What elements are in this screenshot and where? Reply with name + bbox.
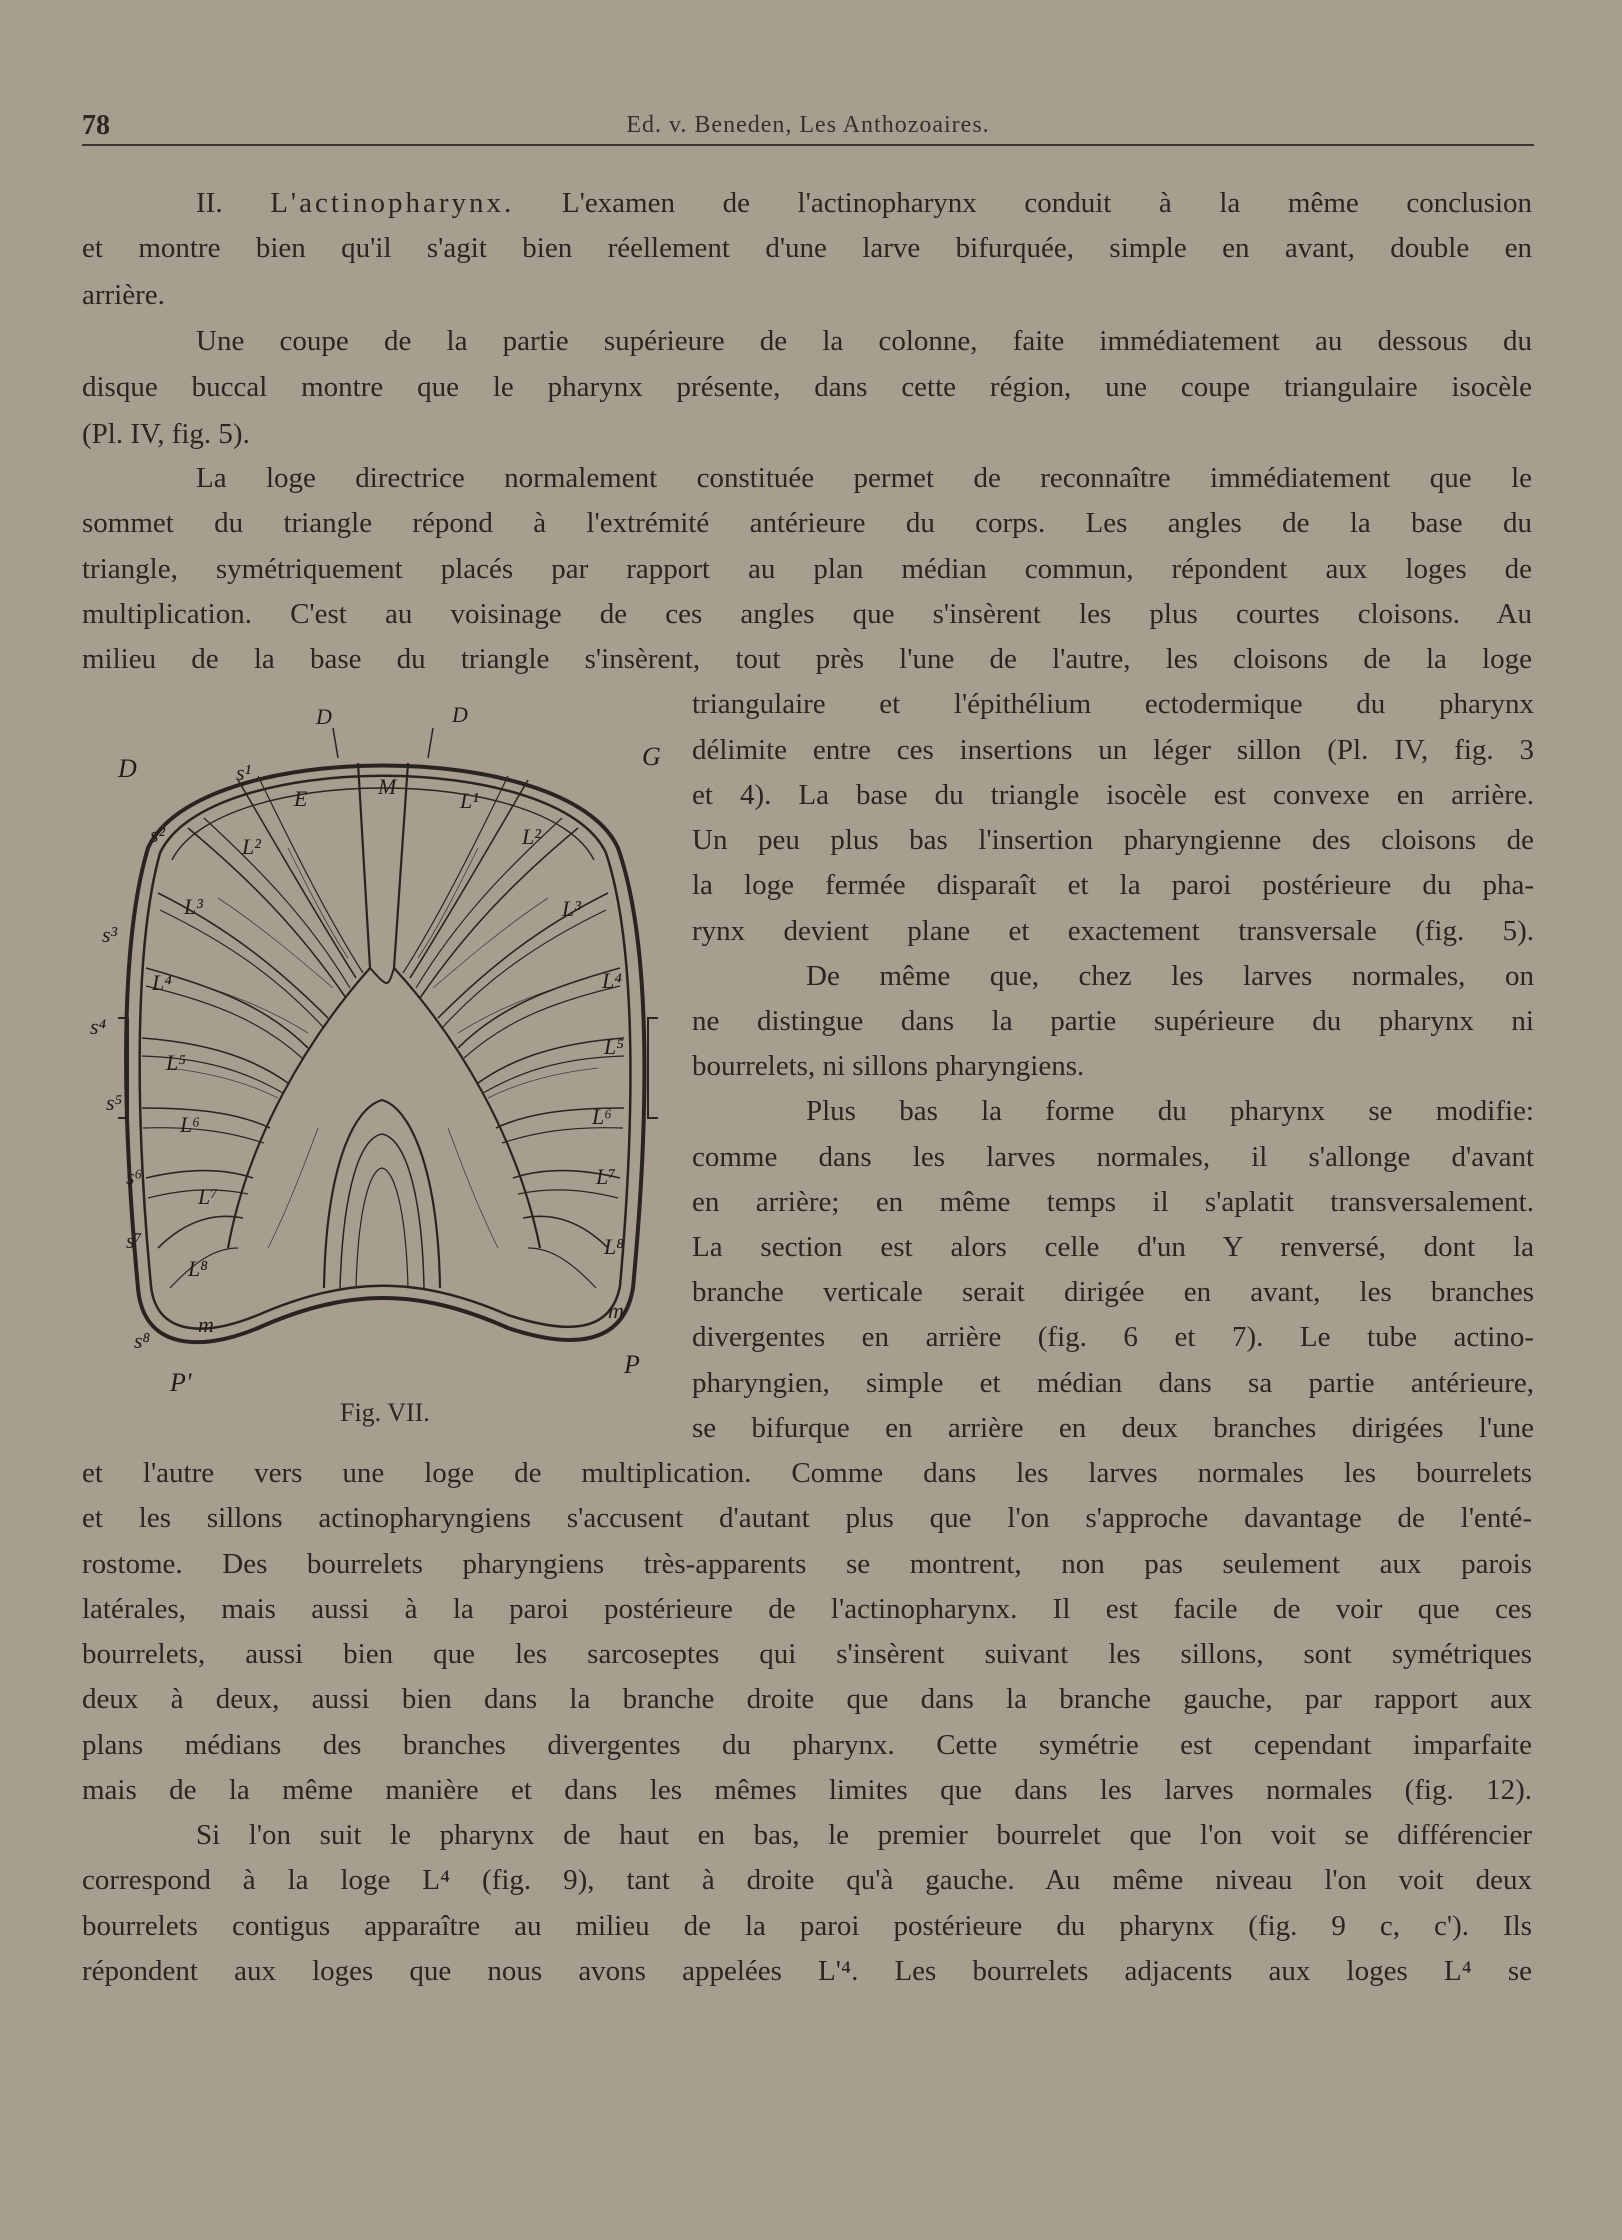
- text-line: II. L'actinopharynx. L'examen de l'actinopharynx conduit à la même conclusion: [196, 187, 1533, 219]
- label-right-L4: L⁴: [602, 968, 622, 993]
- label-left-L6: L⁶: [180, 1112, 200, 1137]
- text-line: milieu de la base du triangle s'insèrent, tout près l'une de l'autre, les cloisons de la loge: [82, 643, 1532, 675]
- label-left-m: m: [198, 1312, 214, 1337]
- text-line: La section est alors celle d'un Y renversé, dont la: [692, 1231, 1534, 1263]
- label-right-L8: L⁸: [604, 1234, 624, 1259]
- label-right-L3: L³: [562, 896, 581, 921]
- label-D-top-1: D: [316, 704, 332, 729]
- text-line: De même que, chez les larves normales, on: [806, 960, 1534, 992]
- label-G: G: [642, 742, 661, 771]
- header-rule: [82, 144, 1534, 146]
- text-line: latérales, mais aussi à la paroi postérieure de l'actinopharynx. Il est facile de voir que ces: [82, 1593, 1532, 1625]
- text-line: et les sillons actinopharyngiens s'accusent d'autant plus que l'on s'approche davantage de l'enté-: [82, 1502, 1532, 1534]
- label-P-left: P': [170, 1368, 192, 1397]
- label-s3: s³: [102, 922, 118, 947]
- label-left-L2: L²: [242, 834, 261, 859]
- label-left-L8: L⁸: [188, 1256, 208, 1281]
- label-right-m: m: [608, 1298, 624, 1323]
- label-right-L2: L²: [522, 824, 541, 849]
- label-left-L5: L⁵: [166, 1050, 186, 1075]
- text-line: bourrelets, ni sillons pharyngiens.: [692, 1050, 1085, 1082]
- text-line: Une coupe de la partie supérieure de la colonne, faite immédiatement au dessous du: [196, 325, 1532, 357]
- text-line: Plus bas la forme du pharynx se modifie:: [806, 1095, 1534, 1127]
- label-left-L3: L³: [184, 894, 203, 919]
- text-line: bourrelets contigus apparaître au milieu de la paroi postérieure du pharynx (fig. 9 c, c'). Ils: [82, 1910, 1532, 1942]
- text-line: bourrelets, aussi bien que les sarcoseptes qui s'insèrent suivant les sillons, sont symétriques: [82, 1638, 1532, 1670]
- text-line: en arrière; en même temps il s'aplatit transversalement.: [692, 1186, 1534, 1218]
- section-title: L'actinopharynx.: [270, 187, 515, 219]
- text-line: pharyngien, simple et médian dans sa partie antérieure,: [692, 1367, 1534, 1399]
- label-D-left: D: [118, 754, 137, 783]
- label-s1: s¹: [236, 760, 252, 785]
- text-line: branche verticale serait dirigée en avant, les branches: [692, 1276, 1534, 1308]
- text-line: délimite entre ces insertions un léger sillon (Pl. IV, fig. 3: [692, 734, 1534, 766]
- text-line: Si l'on suit le pharynx de haut en bas, le premier bourrelet que l'on voit se différencier: [196, 1819, 1532, 1851]
- text-line: deux à deux, aussi bien dans la branche droite que dans la branche gauche, par rapport aux: [82, 1683, 1532, 1715]
- text-line: plans médians des branches divergentes du pharynx. Cette symétrie est cependant imparfaite: [82, 1729, 1532, 1761]
- label-s8: s⁸: [134, 1328, 151, 1353]
- figure-vii: [88, 688, 688, 1432]
- pharynx-outline: [228, 763, 540, 1248]
- text-line: comme dans les larves normales, il s'allonge d'avant: [692, 1141, 1534, 1173]
- running-head: Ed. v. Beneden, Les Anthozoaires.: [626, 112, 990, 138]
- text-line: et l'autre vers une loge de multiplication. Comme dans les larves normales les bourrelets: [82, 1457, 1532, 1489]
- text-line: répondent aux loges que nous avons appelées L'⁴. Les bourrelets adjacents aux loges L⁴ se: [82, 1955, 1532, 1987]
- text-line: et montre bien qu'il s'agit bien réellement d'une larve bifurquée, simple en avant, double en: [82, 232, 1532, 264]
- text-line: la loge fermée disparaît et la paroi postérieure du pha-: [692, 869, 1534, 901]
- text-line: mais de la même manière et dans les mêmes limites que dans les larves normales (fig. 12).: [82, 1774, 1532, 1806]
- text-line: multiplication. C'est au voisinage de ces angles que s'insèrent les plus courtes cloisons. Au: [82, 598, 1532, 630]
- label-right-L5: L⁵: [604, 1034, 624, 1059]
- label-M: M: [378, 774, 397, 799]
- text-line: La loge directrice normalement constituée permet de reconnaître immédiatement que le: [196, 462, 1532, 494]
- label-L1: L¹: [460, 788, 479, 813]
- label-left-L4: L⁴: [152, 970, 172, 995]
- inner-contour: [140, 776, 631, 1329]
- text-line: rostome. Des bourrelets pharyngiens très-apparents se montrent, non pas seulement aux parois: [82, 1548, 1532, 1580]
- text-line: se bifurque en arrière en deux branches dirigées l'une: [692, 1412, 1534, 1444]
- label-D-top-2: D: [452, 702, 468, 727]
- section-numeral: II.: [196, 187, 223, 219]
- text-line: triangulaire et l'épithélium ectodermique du pharynx: [692, 688, 1534, 720]
- label-right-L7: L⁷: [596, 1164, 616, 1189]
- label-s7: s⁷: [126, 1228, 143, 1253]
- text-line: arrière.: [82, 279, 165, 311]
- text-line: (Pl. IV, fig. 5).: [82, 418, 250, 450]
- text-line: rynx devient plane et exactement transversale (fig. 5).: [692, 915, 1534, 947]
- label-right-L6: L⁶: [592, 1104, 612, 1129]
- label-E: E: [294, 786, 308, 811]
- text-line: ne distingue dans la partie supérieure du pharynx ni: [692, 1005, 1534, 1037]
- text-line: et 4). La base du triangle isocèle est convexe en arrière.: [692, 779, 1534, 811]
- text-line: Un peu plus bas l'insertion pharyngienne des cloisons de: [692, 824, 1534, 856]
- page-header: [82, 108, 1534, 148]
- text-line: divergentes en arrière (fig. 6 et 7). Le tube actino-: [692, 1321, 1534, 1353]
- text-line: correspond à la loge L⁴ (fig. 9), tant à droite qu'à gauche. Au même niveau l'on voit deux: [82, 1864, 1532, 1896]
- label-left-L7: L⁷: [198, 1184, 218, 1209]
- label-s2: s²: [150, 822, 166, 847]
- label-P-right: P: [624, 1350, 640, 1379]
- label-s5: s⁵: [106, 1090, 123, 1115]
- label-s6: s⁶: [126, 1164, 143, 1189]
- text-line: disque buccal montre que le pharynx présente, dans cette région, une coupe triangulaire isocèle: [82, 371, 1532, 403]
- text-line: sommet du triangle répond à l'extrémité antérieure du corps. Les angles de la base du: [82, 507, 1532, 539]
- label-s4: s⁴: [90, 1014, 107, 1039]
- text-line: triangle, symétriquement placés par rapport au plan médian commun, répondent aux loges de: [82, 553, 1532, 585]
- figure-caption: Fig. VII.: [340, 1398, 430, 1427]
- page-number: 78: [82, 110, 110, 141]
